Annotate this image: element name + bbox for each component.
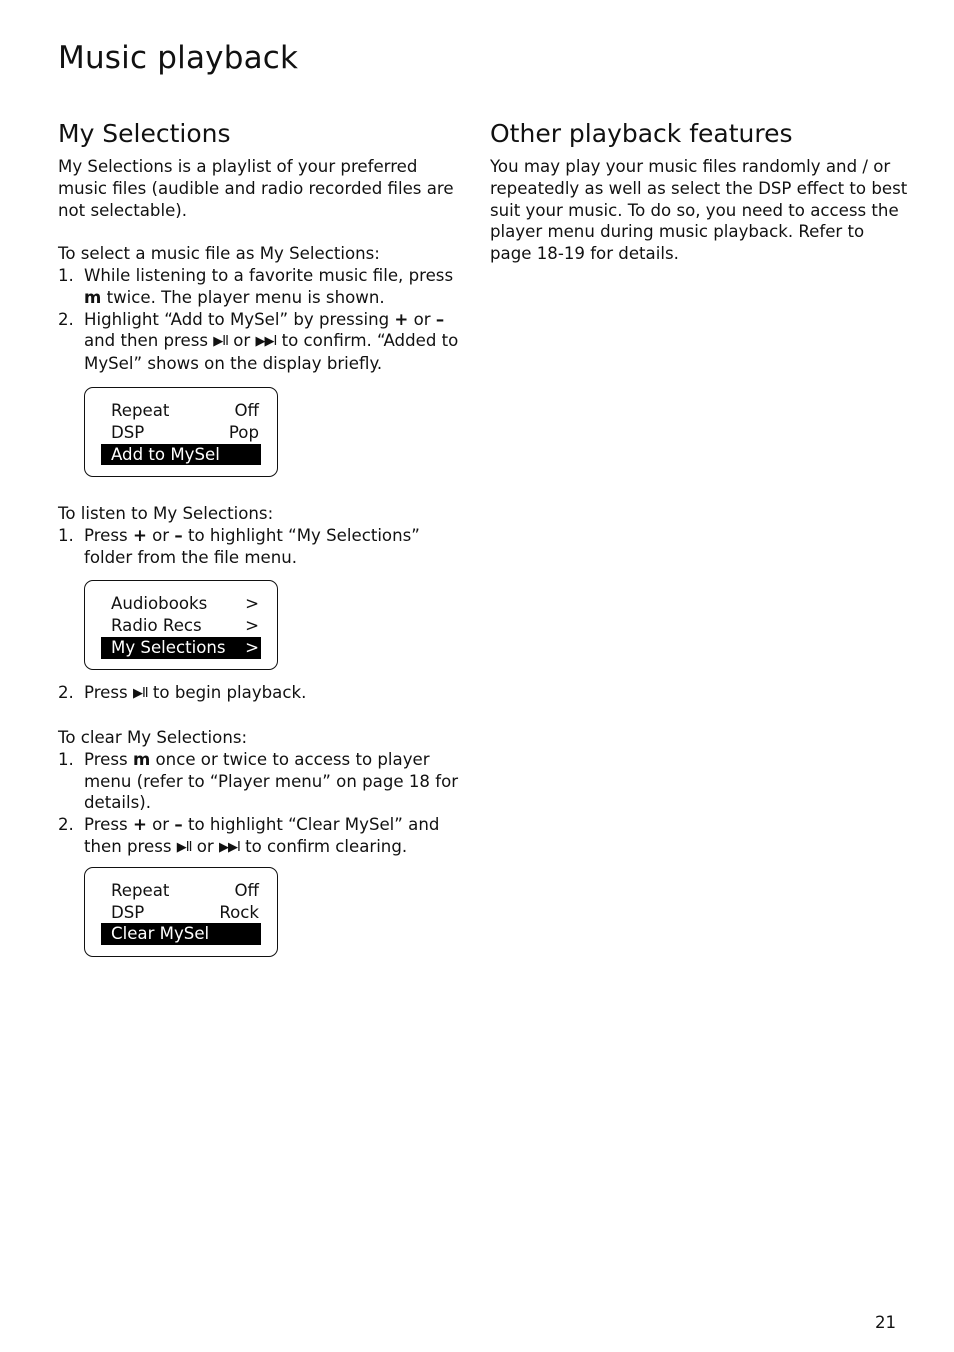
play-pause-icon: ▶II bbox=[132, 686, 148, 702]
lcd-row-highlighted: Add to MySel bbox=[101, 444, 261, 466]
listen-step-1: 1. Press + or – to highlight “My Selections” folder from the file menu. bbox=[58, 525, 420, 567]
lcd-row: Repeat Off bbox=[111, 400, 259, 420]
select-steps bbox=[58, 265, 468, 375]
listen-step-2: 2. Press ▶II to begin playback. bbox=[58, 683, 307, 703]
my-selections-intro: My Selections is a playlist of your preferred music files (audible and radio recorded files are not selectable). bbox=[58, 157, 454, 220]
listen-intro: To listen to My Selections: bbox=[58, 503, 274, 523]
clear-steps bbox=[58, 749, 468, 859]
lcd-row: Radio Recs > bbox=[111, 616, 259, 636]
lcd-row: Repeat Off bbox=[111, 880, 259, 900]
plus-key: + bbox=[132, 525, 147, 545]
clear-step-1: 1. Press m once or twice to access to player menu (refer to “Player menu” on page 18 for details). bbox=[58, 749, 459, 813]
my-selections-heading: My Selections bbox=[58, 119, 231, 148]
page-title: Music playback bbox=[58, 40, 299, 76]
clear-intro: To clear My Selections: bbox=[58, 727, 248, 747]
listen-steps bbox=[58, 525, 468, 569]
plus-key: + bbox=[394, 309, 409, 329]
lcd-row: Audiobooks > bbox=[111, 594, 259, 614]
m-key: m bbox=[84, 287, 102, 307]
page-number: 21 bbox=[875, 1313, 897, 1332]
lcd-row: DSP Pop bbox=[111, 422, 259, 442]
lcd-row-highlighted: Clear MySel bbox=[101, 923, 261, 945]
other-features-body: You may play your music files randomly and / or repeatedly as well as select the DSP effect to best suit your music. To do so, you need to access the player menu during music playback. Refer to page 18-19 for details. bbox=[490, 157, 908, 264]
select-step-2: 2. Highlight “Add to MySel” by pressing + or – and then press ▶II or ▶▶I to confirm. “Added to MySel” shows on the display briefly. bbox=[58, 309, 459, 374]
minus-key: – bbox=[174, 815, 183, 835]
minus-key: – bbox=[435, 309, 445, 329]
other-features-section bbox=[490, 116, 910, 265]
lcd-row: DSP Rock bbox=[111, 902, 259, 922]
lcd-file-menu bbox=[84, 580, 278, 670]
skip-forward-icon: ▶▶I bbox=[255, 334, 277, 350]
select-step-1: 1. While listening to a favorite music file, press m twice. The player menu is shown. bbox=[58, 265, 454, 307]
skip-forward-icon: ▶▶I bbox=[219, 839, 240, 855]
select-intro: To select a music file as My Selections: bbox=[58, 244, 380, 264]
other-features-heading: Other playback features bbox=[490, 119, 793, 148]
play-pause-icon: ▶II bbox=[176, 839, 192, 855]
play-pause-icon: ▶II bbox=[213, 334, 228, 350]
lcd-clear-mysel bbox=[84, 867, 278, 957]
my-selections-section bbox=[58, 116, 468, 969]
lcd-row-highlighted: My Selections > bbox=[101, 637, 261, 659]
lcd-add-to-mysel bbox=[84, 387, 278, 477]
clear-step-2: 2. Press + or – to highlight “Clear MySel” and then press ▶II or ▶▶I to confirm clearing. bbox=[58, 815, 440, 856]
m-key: m bbox=[132, 749, 151, 769]
listen-steps-continued bbox=[58, 682, 468, 705]
minus-key: – bbox=[174, 525, 183, 545]
plus-key: + bbox=[132, 815, 147, 835]
